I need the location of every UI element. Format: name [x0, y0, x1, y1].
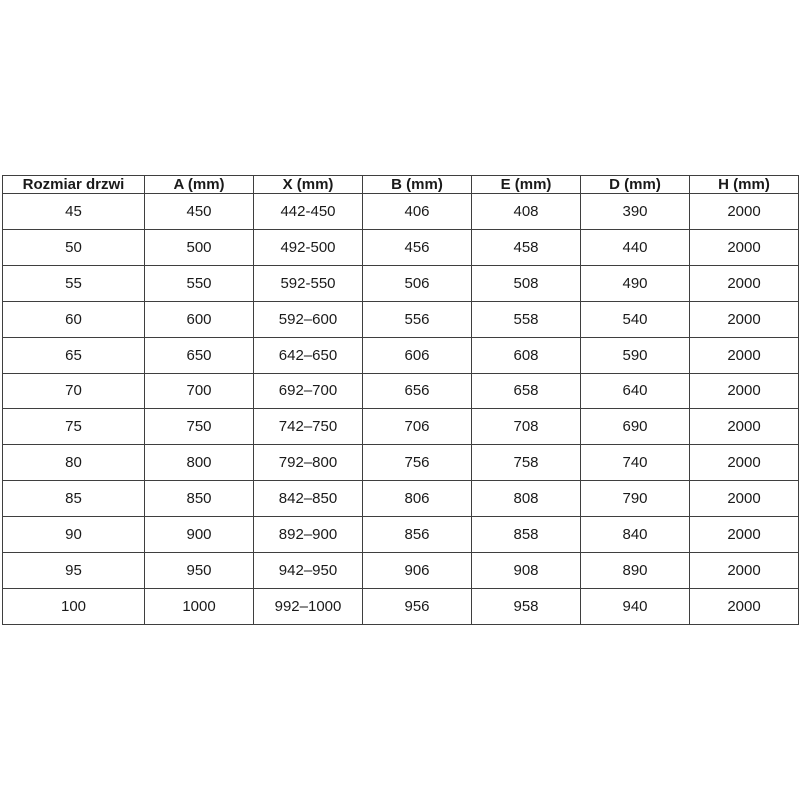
table-cell: 692–700 — [254, 373, 363, 409]
table-cell: 2000 — [690, 265, 799, 301]
table-cell: 440 — [581, 229, 690, 265]
table-cell: 556 — [363, 301, 472, 337]
table-row — [3, 373, 799, 409]
table-cell: 100 — [3, 588, 145, 624]
table-cell: 756 — [363, 445, 472, 481]
table-cell: 840 — [581, 517, 690, 553]
table-cell: 842–850 — [254, 481, 363, 517]
table-cell: 592-550 — [254, 265, 363, 301]
table-cell: 2000 — [690, 481, 799, 517]
table-cell: 600 — [145, 301, 254, 337]
table-cell: 806 — [363, 481, 472, 517]
table-cell: 742–750 — [254, 409, 363, 445]
table-row — [3, 265, 799, 301]
table-cell: 75 — [3, 409, 145, 445]
table-cell: 2000 — [690, 445, 799, 481]
table-cell: 906 — [363, 553, 472, 589]
table-cell: 750 — [145, 409, 254, 445]
table-cell: 700 — [145, 373, 254, 409]
table-row — [3, 553, 799, 589]
column-header: E (mm) — [472, 176, 581, 194]
table-cell: 80 — [3, 445, 145, 481]
table-cell: 642–650 — [254, 337, 363, 373]
table-cell: 60 — [3, 301, 145, 337]
table-cell: 95 — [3, 553, 145, 589]
table-cell: 45 — [3, 194, 145, 230]
table-cell: 540 — [581, 301, 690, 337]
table-cell: 456 — [363, 229, 472, 265]
table-cell: 490 — [581, 265, 690, 301]
table-cell: 706 — [363, 409, 472, 445]
table-header — [3, 176, 799, 194]
table-cell: 958 — [472, 588, 581, 624]
table-cell: 856 — [363, 517, 472, 553]
table-cell: 2000 — [690, 409, 799, 445]
column-header: H (mm) — [690, 176, 799, 194]
table-cell: 690 — [581, 409, 690, 445]
table-cell: 942–950 — [254, 553, 363, 589]
table-row — [3, 337, 799, 373]
table-cell: 390 — [581, 194, 690, 230]
table-row — [3, 445, 799, 481]
table-cell: 55 — [3, 265, 145, 301]
table-row — [3, 409, 799, 445]
table-cell: 792–800 — [254, 445, 363, 481]
table-cell: 608 — [472, 337, 581, 373]
table-cell: 758 — [472, 445, 581, 481]
table-cell: 2000 — [690, 373, 799, 409]
table-cell: 740 — [581, 445, 690, 481]
table-cell: 590 — [581, 337, 690, 373]
table-cell: 900 — [145, 517, 254, 553]
table-cell: 606 — [363, 337, 472, 373]
table-body — [3, 194, 799, 625]
table-cell: 890 — [581, 553, 690, 589]
table-cell: 940 — [581, 588, 690, 624]
table-cell: 858 — [472, 517, 581, 553]
table-row — [3, 517, 799, 553]
table-cell: 442-450 — [254, 194, 363, 230]
table-cell: 650 — [145, 337, 254, 373]
table-cell: 2000 — [690, 517, 799, 553]
table-cell: 592–600 — [254, 301, 363, 337]
table-cell: 708 — [472, 409, 581, 445]
table-cell: 406 — [363, 194, 472, 230]
column-header: D (mm) — [581, 176, 690, 194]
table-cell: 90 — [3, 517, 145, 553]
table-cell: 656 — [363, 373, 472, 409]
table-cell: 2000 — [690, 229, 799, 265]
table-row — [3, 229, 799, 265]
table-cell: 640 — [581, 373, 690, 409]
column-header: X (mm) — [254, 176, 363, 194]
table-cell: 950 — [145, 553, 254, 589]
table-cell: 550 — [145, 265, 254, 301]
table-cell: 658 — [472, 373, 581, 409]
table-cell: 450 — [145, 194, 254, 230]
table-cell: 850 — [145, 481, 254, 517]
table-cell: 956 — [363, 588, 472, 624]
table-cell: 1000 — [145, 588, 254, 624]
table-cell: 408 — [472, 194, 581, 230]
table-cell: 2000 — [690, 337, 799, 373]
table-cell: 2000 — [690, 194, 799, 230]
table-cell: 2000 — [690, 588, 799, 624]
table-cell: 908 — [472, 553, 581, 589]
column-header: B (mm) — [363, 176, 472, 194]
table-cell: 808 — [472, 481, 581, 517]
table-cell: 492-500 — [254, 229, 363, 265]
table-cell: 2000 — [690, 553, 799, 589]
table-row — [3, 588, 799, 624]
door-dimensions-table — [2, 175, 799, 625]
table-cell: 508 — [472, 265, 581, 301]
table-row — [3, 301, 799, 337]
table-row — [3, 194, 799, 230]
table-cell: 458 — [472, 229, 581, 265]
table-cell: 85 — [3, 481, 145, 517]
table-cell: 790 — [581, 481, 690, 517]
table-cell: 892–900 — [254, 517, 363, 553]
column-header: Rozmiar drzwi — [3, 176, 145, 194]
table-cell: 800 — [145, 445, 254, 481]
table-cell: 50 — [3, 229, 145, 265]
table-row — [3, 481, 799, 517]
table-cell: 558 — [472, 301, 581, 337]
column-header: A (mm) — [145, 176, 254, 194]
header-row — [3, 176, 799, 194]
table-cell: 2000 — [690, 301, 799, 337]
table-cell: 992–1000 — [254, 588, 363, 624]
table-cell: 506 — [363, 265, 472, 301]
table-cell: 70 — [3, 373, 145, 409]
table-cell: 500 — [145, 229, 254, 265]
table-cell: 65 — [3, 337, 145, 373]
